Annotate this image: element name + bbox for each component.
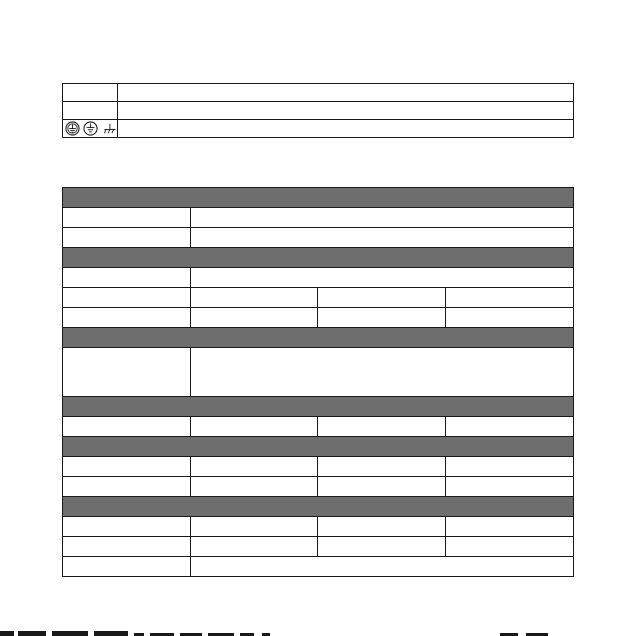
row-cell (318, 417, 446, 437)
section-title (63, 397, 574, 417)
table-row (63, 228, 574, 248)
row-cell (191, 517, 318, 537)
row-cell (446, 477, 574, 497)
row-cell (318, 308, 446, 328)
row-cell (318, 457, 446, 477)
row-label (63, 417, 191, 437)
section-title (63, 188, 574, 208)
table-row (63, 208, 574, 228)
section-header (63, 397, 574, 417)
row-label (63, 557, 191, 577)
symbol-description (118, 102, 574, 120)
row-label (63, 288, 191, 308)
spec-table (62, 187, 574, 577)
section-title (63, 437, 574, 457)
symbol-table (62, 83, 574, 138)
symbol-cell (63, 102, 118, 120)
row-cell (318, 537, 446, 557)
row-label (63, 228, 191, 248)
row-cell (446, 417, 574, 437)
table-row (63, 477, 574, 497)
table-row (63, 557, 574, 577)
row-value (191, 208, 574, 228)
row-cell (446, 517, 574, 537)
symbol-row (63, 102, 574, 120)
row-value (191, 228, 574, 248)
row-cell (446, 308, 574, 328)
cropped-footer-text (0, 629, 636, 636)
row-cell (318, 517, 446, 537)
section-header (63, 437, 574, 457)
table-row (63, 288, 574, 308)
row-cell (191, 477, 318, 497)
row-label (63, 348, 191, 397)
row-cell (446, 288, 574, 308)
protective-earth-icon (65, 121, 80, 136)
row-value (191, 557, 574, 577)
section-title (63, 248, 574, 268)
section-title (63, 497, 574, 517)
row-cell (191, 417, 318, 437)
row-cell (318, 288, 446, 308)
row-cell (191, 537, 318, 557)
row-label (63, 457, 191, 477)
table-row (63, 537, 574, 557)
row-cell (191, 457, 318, 477)
symbol-row (63, 120, 574, 138)
symbol-cell (63, 120, 118, 138)
table-row (63, 457, 574, 477)
table-row (63, 308, 574, 328)
ground-icon (83, 121, 98, 136)
symbol-row (63, 84, 574, 102)
row-label (63, 208, 191, 228)
chassis-ground-icon (101, 121, 117, 136)
row-value (191, 268, 574, 288)
symbol-description (118, 120, 574, 138)
row-cell (191, 308, 318, 328)
section-header (63, 248, 574, 268)
table-row (63, 417, 574, 437)
row-label (63, 477, 191, 497)
row-cell (191, 288, 318, 308)
row-cell (446, 457, 574, 477)
section-title (63, 328, 574, 348)
row-cell (318, 477, 446, 497)
section-header (63, 497, 574, 517)
row-label (63, 517, 191, 537)
row-label (63, 537, 191, 557)
section-header (63, 328, 574, 348)
row-value (191, 348, 574, 397)
row-label (63, 268, 191, 288)
table-row (63, 517, 574, 537)
row-label (63, 308, 191, 328)
symbol-description (118, 84, 574, 102)
table-row (63, 268, 574, 288)
row-cell (446, 537, 574, 557)
section-header (63, 188, 574, 208)
table-row (63, 348, 574, 397)
symbol-cell (63, 84, 118, 102)
